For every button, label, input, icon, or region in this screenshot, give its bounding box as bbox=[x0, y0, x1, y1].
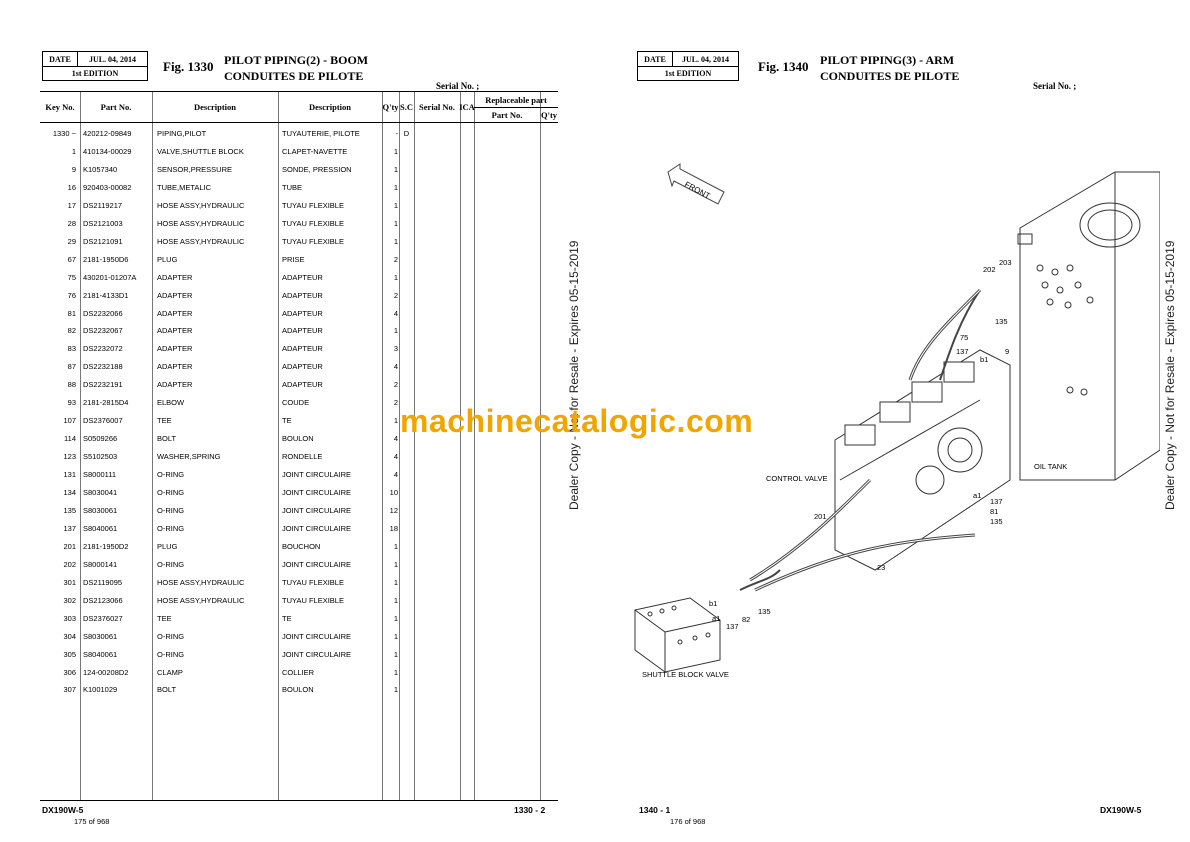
table-row bbox=[40, 610, 558, 627]
cell-fr: TUYAU FLEXIBLE bbox=[282, 236, 344, 246]
cell-en: CLAMP bbox=[157, 667, 183, 677]
cell-qty: 1 bbox=[393, 200, 398, 210]
fig-title-fr: CONDUITES DE PILOTE bbox=[224, 69, 364, 83]
cell-qty: 1 bbox=[393, 667, 398, 677]
cell-key: 135 bbox=[63, 505, 76, 515]
cell-part: DS2232188 bbox=[83, 362, 123, 372]
cell-en: ADAPTER bbox=[157, 308, 193, 318]
edition-label: 1st EDITION bbox=[71, 68, 119, 78]
cell-fr: CLAPET-NAVETTE bbox=[282, 146, 348, 156]
cell-key: 306 bbox=[63, 667, 76, 677]
cell-part: DS2376027 bbox=[83, 613, 123, 623]
cell-qty: 4 bbox=[393, 362, 398, 372]
cell-key: 303 bbox=[63, 613, 76, 623]
table-row bbox=[40, 538, 558, 555]
parts-table bbox=[40, 91, 558, 801]
cell-part: DS2232191 bbox=[83, 380, 123, 390]
cell-qty: 1 bbox=[393, 218, 398, 228]
table-row bbox=[40, 305, 558, 322]
date-value: JUL. 04, 2014 bbox=[681, 54, 730, 64]
shuttle-block-valve bbox=[635, 598, 720, 672]
date-value: JUL. 04, 2014 bbox=[88, 54, 137, 64]
cell-qty: 1 bbox=[393, 146, 398, 156]
oil-tank-label: OIL TANK bbox=[1034, 462, 1068, 471]
cell-en: TEE bbox=[157, 416, 172, 426]
cell-fr: SONDE, PRESSION bbox=[282, 164, 352, 174]
cell-part: S8040061 bbox=[83, 523, 118, 533]
cell-part: S8000111 bbox=[83, 470, 117, 480]
cell-key: 83 bbox=[67, 344, 76, 354]
cell-key: 304 bbox=[63, 631, 76, 641]
cell-fr: COLLIER bbox=[282, 667, 315, 677]
cell-part: S5102503 bbox=[83, 452, 118, 462]
cell-fr: TE bbox=[282, 416, 292, 426]
table-row bbox=[40, 502, 558, 519]
cell-part: K1057340 bbox=[83, 164, 118, 174]
cell-key: 301 bbox=[63, 577, 76, 587]
cell-en: HOSE ASSY,HYDRAULIC bbox=[157, 200, 245, 210]
cell-qty: 2 bbox=[393, 254, 398, 264]
callout-81: 81 bbox=[990, 507, 999, 516]
cell-qty: 1 bbox=[393, 559, 398, 569]
cell-qty: 1 bbox=[393, 631, 398, 641]
col-qty: Q'ty bbox=[382, 102, 399, 112]
callout-82: 82 bbox=[742, 615, 751, 624]
cell-qty: 1 bbox=[393, 577, 398, 587]
table-row bbox=[40, 179, 558, 196]
cell-qty: 12 bbox=[389, 505, 398, 515]
table-row bbox=[40, 197, 558, 214]
callout-137-b: 137 bbox=[990, 497, 1003, 506]
col-desc-en: Description bbox=[193, 102, 237, 112]
cell-part: DS2232072 bbox=[83, 344, 123, 354]
cell-fr: JOINT CIRCULAIRE bbox=[282, 559, 352, 569]
cell-en: O-RING bbox=[157, 649, 185, 659]
callout-203: 203 bbox=[999, 258, 1012, 267]
table-row bbox=[40, 287, 558, 304]
cell-fr: JOINT CIRCULAIRE bbox=[282, 488, 352, 497]
cell-en: BOLT bbox=[157, 685, 177, 695]
cell-qty: 1 bbox=[393, 649, 398, 659]
cell-qty: 2 bbox=[393, 398, 398, 408]
table-row bbox=[40, 520, 558, 537]
serial-label: Serial No. ; bbox=[436, 81, 480, 91]
cell-en: O-RING bbox=[157, 488, 185, 497]
cell-en: ADAPTER bbox=[157, 272, 193, 282]
col-sc: S.C bbox=[400, 102, 413, 112]
edition-label: 1st EDITION bbox=[664, 68, 712, 78]
cell-fr: ADAPTEUR bbox=[282, 380, 323, 390]
cell-qty: 10 bbox=[389, 488, 398, 497]
right-footer-model: DX190W-5 bbox=[1100, 805, 1142, 815]
cell-qty: 1 bbox=[393, 416, 398, 426]
callout-202: 202 bbox=[983, 265, 996, 274]
cell-part: S8040061 bbox=[83, 649, 118, 659]
cell-fr: PRISE bbox=[282, 254, 305, 264]
col-rp-part-no: Part No. bbox=[491, 109, 523, 120]
cell-fr: TUYAU FLEXIBLE bbox=[282, 577, 344, 587]
callout-9: 9 bbox=[1005, 347, 1010, 356]
control-valve bbox=[835, 350, 1010, 570]
cell-part: 2181-4133D1 bbox=[83, 290, 129, 300]
cell-qty: 2 bbox=[393, 380, 398, 390]
cell-key: 29 bbox=[67, 236, 76, 246]
cell-fr: BOULON bbox=[282, 685, 314, 695]
table-row bbox=[40, 556, 558, 573]
cell-sc: D bbox=[403, 129, 410, 138]
col-desc-fr: Description bbox=[308, 102, 352, 112]
cell-en: HOSE ASSY,HYDRAULIC bbox=[157, 577, 245, 587]
fig-number: Fig. 1330 bbox=[163, 59, 214, 74]
table-row bbox=[40, 592, 558, 609]
cell-fr: JOINT CIRCULAIRE bbox=[282, 631, 352, 641]
cell-key: 114 bbox=[64, 434, 76, 444]
left-footer-page: 1330 - 2 bbox=[514, 805, 546, 815]
cell-fr: JOINT CIRCULAIRE bbox=[282, 470, 352, 480]
cell-qty: 1 bbox=[393, 326, 398, 336]
cell-key: 75 bbox=[67, 272, 76, 282]
cell-fr: BOULON bbox=[282, 434, 314, 444]
cell-fr: JOINT CIRCULAIRE bbox=[282, 523, 352, 533]
callout-23: 23 bbox=[877, 563, 886, 572]
table-row bbox=[40, 233, 558, 250]
cell-key: 16 bbox=[67, 182, 76, 192]
cell-fr: TUYAU FLEXIBLE bbox=[282, 200, 344, 210]
cell-part: S8030061 bbox=[83, 505, 118, 515]
cell-en: O-RING bbox=[157, 631, 185, 641]
table-row bbox=[40, 143, 558, 160]
cell-key: 87 bbox=[67, 362, 76, 372]
date-label: DATE bbox=[638, 52, 673, 66]
table-row bbox=[40, 448, 558, 465]
cell-qty: 4 bbox=[393, 434, 398, 444]
cell-fr: ADAPTEUR bbox=[282, 308, 323, 318]
table-row bbox=[40, 358, 558, 375]
callout-137: 137 bbox=[956, 347, 969, 356]
cell-key: 67 bbox=[67, 254, 76, 264]
table-row bbox=[40, 125, 558, 142]
table-row bbox=[40, 646, 558, 663]
cell-part: DS2119095 bbox=[83, 577, 123, 587]
table-row bbox=[40, 484, 558, 501]
cell-fr: RONDELLE bbox=[282, 452, 323, 462]
cell-part: 2181-2815D4 bbox=[83, 398, 129, 408]
cell-part: S8030041 bbox=[83, 488, 118, 497]
left-date-box bbox=[42, 51, 148, 81]
cell-key: 107 bbox=[63, 416, 76, 426]
callout-135-c: 135 bbox=[758, 607, 771, 616]
cell-key: 9 bbox=[71, 164, 76, 174]
cell-key: 123 bbox=[63, 452, 76, 462]
cell-part: 2181-1950D6 bbox=[83, 254, 129, 264]
cell-part: 2181-1950D2 bbox=[83, 541, 129, 551]
cell-fr: TUYAUTERIE, PILOTE bbox=[282, 129, 360, 138]
cell-key: 76 bbox=[67, 290, 76, 300]
date-label: DATE bbox=[43, 52, 78, 66]
cell-part: S0509266 bbox=[83, 434, 118, 444]
callout-b1-b: b1 bbox=[709, 599, 718, 608]
cell-part: DS2123066 bbox=[83, 595, 123, 605]
cell-fr: ADAPTEUR bbox=[282, 272, 323, 282]
cell-fr: ADAPTEUR bbox=[282, 326, 323, 336]
cell-en: SENSOR,PRESSURE bbox=[157, 164, 233, 174]
cell-fr: TUYAU FLEXIBLE bbox=[282, 218, 344, 228]
cell-fr: COUDE bbox=[282, 398, 310, 408]
cell-en: VALVE,SHUTTLE BLOCK bbox=[157, 146, 244, 156]
cell-en: O-RING bbox=[157, 505, 185, 515]
cell-fr: ADAPTEUR bbox=[282, 344, 323, 354]
cell-qty: 3 bbox=[393, 344, 398, 354]
cell-en: TEE bbox=[157, 613, 172, 623]
cell-key: 88 bbox=[67, 380, 76, 390]
cell-key: 137 bbox=[63, 523, 76, 533]
right-page-count: 176 of 968 bbox=[670, 817, 706, 826]
cell-key: 93 bbox=[67, 398, 76, 408]
cell-en: O-RING bbox=[157, 559, 185, 569]
cell-key: 302 bbox=[63, 595, 76, 605]
cell-en: ELBOW bbox=[157, 398, 185, 408]
cell-part: DS2232067 bbox=[83, 326, 123, 336]
cell-key: 131 bbox=[63, 470, 76, 480]
table-row bbox=[40, 322, 558, 339]
cell-qty: 1 bbox=[393, 164, 398, 174]
cell-qty: 1 bbox=[393, 541, 398, 551]
cell-qty: 4 bbox=[393, 308, 398, 318]
table-row bbox=[40, 681, 558, 698]
serial-label: Serial No. ; bbox=[1033, 81, 1077, 91]
cell-key: 201 bbox=[63, 541, 76, 551]
dealer-watermark-left: Dealer Copy - Not for Resale - Expires 05-15-2019 bbox=[567, 240, 581, 510]
cell-key: 82 bbox=[67, 326, 76, 336]
col-replaceable: Replaceable part bbox=[474, 92, 558, 108]
callout-137-c: 137 bbox=[726, 622, 739, 631]
cell-qty: 2 bbox=[393, 290, 398, 300]
cell-fr: TUBE bbox=[282, 182, 303, 192]
cell-en: TUBE,METALIC bbox=[157, 182, 212, 192]
callout-75: 75 bbox=[960, 333, 969, 342]
cell-part: DS2121091 bbox=[83, 236, 123, 246]
fig-number: Fig. 1340 bbox=[758, 59, 809, 74]
cell-part: K1001029 bbox=[83, 685, 118, 695]
cell-en: ADAPTER bbox=[157, 344, 193, 354]
cell-en: ADAPTER bbox=[157, 380, 193, 390]
right-date-box bbox=[637, 51, 739, 81]
table-row bbox=[40, 574, 558, 591]
oil-tank bbox=[1018, 172, 1160, 480]
cell-en: ADAPTER bbox=[157, 290, 193, 300]
cell-fr: ADAPTEUR bbox=[282, 290, 323, 300]
table-row bbox=[40, 340, 558, 357]
col-part-no: Part No. bbox=[100, 102, 132, 112]
cell-en: HOSE ASSY,HYDRAULIC bbox=[157, 595, 245, 605]
callout-135: 135 bbox=[995, 317, 1008, 326]
cell-key: 1330 ~ bbox=[52, 129, 76, 138]
fig-title bbox=[224, 52, 368, 84]
col-key-no: Key No. bbox=[45, 102, 75, 112]
table-row bbox=[40, 269, 558, 286]
col-ica: ICA bbox=[459, 102, 475, 112]
cell-key: 305 bbox=[63, 649, 76, 659]
cell-en: PLUG bbox=[157, 254, 178, 264]
cell-part: DS2121003 bbox=[83, 218, 123, 228]
dealer-watermark-right: Dealer Copy - Not for Resale - Expires 05-15-2019 bbox=[1163, 240, 1177, 510]
cell-part: 410134-00029 bbox=[83, 146, 132, 156]
cell-qty: 1 bbox=[393, 272, 398, 282]
col-serial-no: Serial No. bbox=[419, 102, 455, 112]
cell-part: DS2376007 bbox=[83, 416, 123, 426]
cell-fr: TE bbox=[282, 613, 292, 623]
cell-part: 430201-01207A bbox=[83, 272, 137, 282]
cell-en: PLUG bbox=[157, 541, 178, 551]
cell-qty: 1 bbox=[393, 236, 398, 246]
table-row bbox=[40, 161, 558, 178]
cell-qty: 4 bbox=[393, 470, 398, 480]
control-valve-label: CONTROL VALVE bbox=[766, 474, 828, 483]
cell-part: S8000141 bbox=[83, 559, 118, 569]
table-header bbox=[40, 92, 558, 123]
callout-b1: b1 bbox=[980, 355, 989, 364]
cell-en: HOSE ASSY,HYDRAULIC bbox=[157, 218, 245, 228]
table-row bbox=[40, 215, 558, 232]
right-footer-page: 1340 - 1 bbox=[639, 805, 671, 815]
cell-qty: 1 bbox=[393, 613, 398, 623]
cell-en: WASHER,SPRING bbox=[157, 452, 221, 462]
cell-key: 17 bbox=[67, 200, 76, 210]
cell-en: O-RING bbox=[157, 470, 185, 480]
cell-en: BOLT bbox=[157, 434, 177, 444]
cell-qty: - bbox=[395, 129, 398, 138]
cell-fr: BOUCHON bbox=[282, 541, 321, 551]
fig-title bbox=[820, 52, 959, 84]
cell-en: PIPING,PILOT bbox=[157, 129, 207, 138]
cell-fr: JOINT CIRCULAIRE bbox=[282, 505, 352, 515]
table-row bbox=[40, 376, 558, 393]
cell-part: DS2232066 bbox=[83, 308, 123, 318]
cell-key: 28 bbox=[67, 218, 76, 228]
cell-qty: 4 bbox=[393, 452, 398, 462]
cell-part: S8030061 bbox=[83, 631, 118, 641]
cell-en: HOSE ASSY,HYDRAULIC bbox=[157, 236, 245, 246]
cell-en: ADAPTER bbox=[157, 362, 193, 372]
callout-201: 201 bbox=[814, 512, 827, 521]
shuttle-block-valve-label: SHUTTLE BLOCK VALVE bbox=[642, 670, 729, 679]
table-row bbox=[40, 664, 558, 681]
cell-qty: 1 bbox=[393, 595, 398, 605]
cell-part: 920403-00082 bbox=[83, 182, 132, 192]
cell-qty: 1 bbox=[393, 182, 398, 192]
fig-title-en: PILOT PIPING(3) - ARM bbox=[820, 53, 955, 67]
cell-key: 1 bbox=[71, 146, 76, 156]
callout-a1-b: a1 bbox=[712, 614, 721, 623]
col-rp-qty: Q'ty bbox=[540, 109, 558, 120]
cell-en: O-RING bbox=[157, 523, 185, 533]
cell-qty: 1 bbox=[393, 685, 398, 695]
cell-part: 124-00208D2 bbox=[83, 667, 129, 677]
brand-watermark: machinecatalogic.com bbox=[400, 403, 754, 439]
fig-title-fr: CONDUITES DE PILOTE bbox=[820, 69, 960, 83]
cell-key: 307 bbox=[63, 685, 76, 695]
fig-title-en: PILOT PIPING(2) - BOOM bbox=[224, 53, 369, 67]
cell-part: DS2119217 bbox=[83, 200, 123, 210]
table-row bbox=[40, 251, 558, 268]
cell-qty: 18 bbox=[389, 523, 398, 533]
callout-135-b: 135 bbox=[990, 517, 1003, 526]
cell-part: 420212-09849 bbox=[83, 129, 132, 138]
left-footer-model: DX190W-5 bbox=[42, 805, 84, 815]
cell-en: ADAPTER bbox=[157, 326, 193, 336]
front-label: FRONT bbox=[683, 179, 712, 201]
callout-a1: a1 bbox=[973, 491, 982, 500]
cell-fr: TUYAU FLEXIBLE bbox=[282, 595, 344, 605]
cell-key: 81 bbox=[67, 308, 76, 318]
cell-key: 202 bbox=[63, 559, 76, 569]
cell-fr: JOINT CIRCULAIRE bbox=[282, 649, 352, 659]
cell-fr: ADAPTEUR bbox=[282, 362, 323, 372]
table-row bbox=[40, 466, 558, 483]
left-page-count: 175 of 968 bbox=[74, 817, 110, 826]
table-row bbox=[40, 628, 558, 645]
cell-key: 134 bbox=[63, 488, 76, 497]
